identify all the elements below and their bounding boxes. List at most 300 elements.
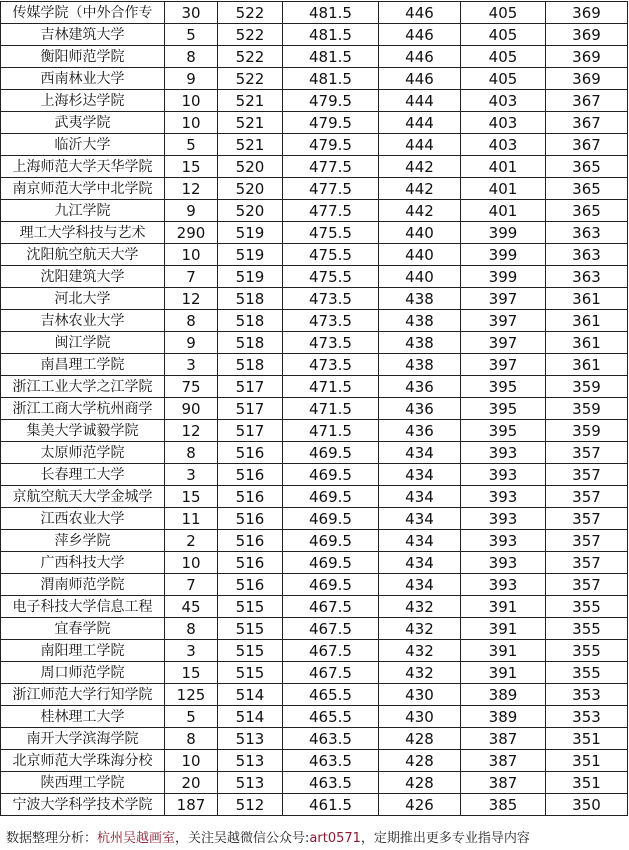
score-cell: 353 [546, 706, 628, 728]
score-cell: 442 [379, 178, 461, 200]
score-cell: 5 [165, 24, 218, 46]
school-name-cell: 武夷学院 [1, 112, 165, 134]
score-cell: 125 [165, 684, 218, 706]
score-cell: 432 [379, 596, 461, 618]
score-cell: 469.5 [283, 464, 379, 486]
table-row [1, 398, 628, 420]
score-cell: 10 [165, 244, 218, 266]
score-cell: 477.5 [283, 178, 379, 200]
score-cell: 522 [218, 46, 283, 68]
score-cell: 473.5 [283, 354, 379, 376]
score-table-body [1, 2, 628, 816]
school-name-cell: 理工大学科技与艺术 [1, 222, 165, 244]
score-cell: 520 [218, 156, 283, 178]
score-cell: 469.5 [283, 552, 379, 574]
school-name-cell: 河北大学 [1, 288, 165, 310]
score-cell: 512 [218, 794, 283, 816]
score-cell: 467.5 [283, 596, 379, 618]
school-name-cell: 闽江学院 [1, 332, 165, 354]
score-cell: 8 [165, 442, 218, 464]
score-cell: 444 [379, 90, 461, 112]
score-cell: 15 [165, 662, 218, 684]
score-cell: 387 [461, 772, 546, 794]
score-cell: 12 [165, 178, 218, 200]
score-cell: 3 [165, 464, 218, 486]
score-cell: 475.5 [283, 244, 379, 266]
score-cell: 363 [546, 266, 628, 288]
school-name-cell: 集美大学诚毅学院 [1, 420, 165, 442]
score-cell: 393 [461, 464, 546, 486]
score-cell: 403 [461, 90, 546, 112]
school-name-cell: 传媒学院（中外合作专 [1, 2, 165, 24]
school-name-cell: 上海师范大学天华学院 [1, 156, 165, 178]
score-cell: 365 [546, 200, 628, 222]
table-row [1, 552, 628, 574]
score-cell: 440 [379, 222, 461, 244]
school-name-cell: 周口师范学院 [1, 662, 165, 684]
score-cell: 475.5 [283, 222, 379, 244]
score-cell: 8 [165, 728, 218, 750]
score-cell: 389 [461, 706, 546, 728]
score-cell: 473.5 [283, 288, 379, 310]
score-cell: 463.5 [283, 772, 379, 794]
score-cell: 513 [218, 772, 283, 794]
score-cell: 369 [546, 46, 628, 68]
score-cell: 11 [165, 508, 218, 530]
score-cell: 90 [165, 398, 218, 420]
score-cell: 355 [546, 662, 628, 684]
score-cell: 8 [165, 618, 218, 640]
score-cell: 75 [165, 376, 218, 398]
table-row [1, 200, 628, 222]
table-row [1, 332, 628, 354]
score-cell: 351 [546, 750, 628, 772]
footer-suffix: ，定期推出更多专业指导内容 [360, 831, 530, 846]
score-cell: 405 [461, 46, 546, 68]
score-cell: 469.5 [283, 508, 379, 530]
table-row [1, 90, 628, 112]
table-row [1, 222, 628, 244]
score-cell: 518 [218, 332, 283, 354]
score-cell: 355 [546, 596, 628, 618]
score-cell: 475.5 [283, 266, 379, 288]
score-cell: 442 [379, 156, 461, 178]
school-name-cell: 陕西理工学院 [1, 772, 165, 794]
school-name-cell: 九江学院 [1, 200, 165, 222]
score-cell: 10 [165, 112, 218, 134]
score-cell: 5 [165, 706, 218, 728]
score-cell: 9 [165, 332, 218, 354]
score-cell: 363 [546, 244, 628, 266]
score-cell: 517 [218, 376, 283, 398]
score-cell: 9 [165, 68, 218, 90]
school-name-cell: 沈阳建筑大学 [1, 266, 165, 288]
score-cell: 359 [546, 376, 628, 398]
score-cell: 391 [461, 618, 546, 640]
score-cell: 401 [461, 156, 546, 178]
score-cell: 387 [461, 728, 546, 750]
score-cell: 518 [218, 288, 283, 310]
score-cell: 463.5 [283, 750, 379, 772]
table-row [1, 684, 628, 706]
score-cell: 521 [218, 112, 283, 134]
school-name-cell: 吉林农业大学 [1, 310, 165, 332]
score-cell: 359 [546, 420, 628, 442]
school-name-cell: 浙江工商大学杭州商学 [1, 398, 165, 420]
school-name-cell: 宜春学院 [1, 618, 165, 640]
score-cell: 403 [461, 112, 546, 134]
table-row [1, 112, 628, 134]
score-cell: 514 [218, 684, 283, 706]
table-row [1, 266, 628, 288]
score-cell: 405 [461, 24, 546, 46]
school-name-cell: 临沂大学 [1, 134, 165, 156]
score-cell: 471.5 [283, 398, 379, 420]
school-name-cell: 太原师范学院 [1, 442, 165, 464]
score-cell: 446 [379, 2, 461, 24]
school-name-cell: 长春理工大学 [1, 464, 165, 486]
score-cell: 517 [218, 420, 283, 442]
score-cell: 438 [379, 354, 461, 376]
score-cell: 436 [379, 376, 461, 398]
footer-middle: ，关注吴越微信公众号: [175, 831, 310, 846]
score-cell: 399 [461, 266, 546, 288]
score-cell: 432 [379, 618, 461, 640]
school-name-cell: 吉林建筑大学 [1, 24, 165, 46]
score-cell: 432 [379, 640, 461, 662]
score-cell: 405 [461, 2, 546, 24]
score-cell: 397 [461, 332, 546, 354]
score-cell: 446 [379, 46, 461, 68]
table-row [1, 464, 628, 486]
score-cell: 290 [165, 222, 218, 244]
score-cell: 521 [218, 90, 283, 112]
school-name-cell: 沈阳航空航天大学 [1, 244, 165, 266]
score-cell: 3 [165, 354, 218, 376]
score-cell: 10 [165, 750, 218, 772]
score-cell: 515 [218, 662, 283, 684]
score-cell: 477.5 [283, 156, 379, 178]
score-cell: 399 [461, 222, 546, 244]
score-cell: 357 [546, 530, 628, 552]
score-cell: 432 [379, 662, 461, 684]
score-cell: 479.5 [283, 134, 379, 156]
score-cell: 446 [379, 68, 461, 90]
score-cell: 513 [218, 728, 283, 750]
score-cell: 363 [546, 222, 628, 244]
score-cell: 520 [218, 178, 283, 200]
score-cell: 438 [379, 310, 461, 332]
score-cell: 434 [379, 530, 461, 552]
table-row [1, 706, 628, 728]
score-cell: 361 [546, 332, 628, 354]
score-cell: 469.5 [283, 442, 379, 464]
score-cell: 444 [379, 112, 461, 134]
score-cell: 438 [379, 332, 461, 354]
score-cell: 367 [546, 112, 628, 134]
score-cell: 469.5 [283, 574, 379, 596]
score-cell: 438 [379, 288, 461, 310]
footer-account: art0571 [309, 831, 361, 846]
score-cell: 357 [546, 464, 628, 486]
table-row [1, 596, 628, 618]
score-cell: 426 [379, 794, 461, 816]
score-cell: 446 [379, 24, 461, 46]
score-cell: 444 [379, 134, 461, 156]
school-name-cell: 南开大学滨海学院 [1, 728, 165, 750]
score-cell: 479.5 [283, 112, 379, 134]
score-cell: 393 [461, 486, 546, 508]
school-name-cell: 南昌理工学院 [1, 354, 165, 376]
score-cell: 481.5 [283, 2, 379, 24]
score-cell: 15 [165, 486, 218, 508]
score-cell: 471.5 [283, 376, 379, 398]
score-cell: 436 [379, 398, 461, 420]
score-cell: 361 [546, 310, 628, 332]
score-cell: 393 [461, 508, 546, 530]
score-cell: 522 [218, 24, 283, 46]
school-name-cell: 浙江工业大学之江学院 [1, 376, 165, 398]
table-row [1, 24, 628, 46]
score-cell: 516 [218, 530, 283, 552]
school-name-cell: 江西农业大学 [1, 508, 165, 530]
score-cell: 428 [379, 728, 461, 750]
score-cell: 2 [165, 530, 218, 552]
score-cell: 399 [461, 244, 546, 266]
score-cell: 516 [218, 442, 283, 464]
score-cell: 15 [165, 156, 218, 178]
score-cell: 473.5 [283, 310, 379, 332]
table-row [1, 728, 628, 750]
score-cell: 369 [546, 24, 628, 46]
score-cell: 357 [546, 508, 628, 530]
score-cell: 393 [461, 530, 546, 552]
table-row [1, 486, 628, 508]
score-cell: 393 [461, 552, 546, 574]
table-row [1, 772, 628, 794]
score-cell: 395 [461, 420, 546, 442]
score-cell: 45 [165, 596, 218, 618]
score-cell: 10 [165, 552, 218, 574]
score-cell: 515 [218, 640, 283, 662]
school-name-cell: 京航空航天大学金城学 [1, 486, 165, 508]
score-cell: 391 [461, 662, 546, 684]
score-cell: 359 [546, 398, 628, 420]
score-cell: 367 [546, 90, 628, 112]
table-row [1, 420, 628, 442]
score-cell: 430 [379, 684, 461, 706]
school-name-cell: 浙江师范大学行知学院 [1, 684, 165, 706]
score-cell: 481.5 [283, 24, 379, 46]
school-name-cell: 南京师范大学中北学院 [1, 178, 165, 200]
score-cell: 351 [546, 728, 628, 750]
score-cell: 361 [546, 354, 628, 376]
table-row [1, 2, 628, 24]
score-cell: 365 [546, 178, 628, 200]
score-cell: 8 [165, 310, 218, 332]
score-cell: 434 [379, 574, 461, 596]
table-row [1, 662, 628, 684]
score-cell: 434 [379, 442, 461, 464]
table-row [1, 442, 628, 464]
score-cell: 7 [165, 266, 218, 288]
score-cell: 434 [379, 508, 461, 530]
score-cell: 517 [218, 398, 283, 420]
school-name-cell: 南阳理工学院 [1, 640, 165, 662]
school-name-cell: 广西科技大学 [1, 552, 165, 574]
school-name-cell: 萍乡学院 [1, 530, 165, 552]
score-cell: 516 [218, 552, 283, 574]
score-cell: 401 [461, 200, 546, 222]
table-row [1, 178, 628, 200]
score-cell: 353 [546, 684, 628, 706]
score-cell: 440 [379, 266, 461, 288]
score-cell: 30 [165, 2, 218, 24]
score-cell: 467.5 [283, 618, 379, 640]
school-name-cell: 上海杉达学院 [1, 90, 165, 112]
school-name-cell: 宁波大学科学技术学院 [1, 794, 165, 816]
score-cell: 440 [379, 244, 461, 266]
score-cell: 355 [546, 640, 628, 662]
table-row [1, 794, 628, 816]
score-cell: 8 [165, 46, 218, 68]
score-cell: 463.5 [283, 728, 379, 750]
score-cell: 428 [379, 772, 461, 794]
score-cell: 516 [218, 574, 283, 596]
score-cell: 465.5 [283, 684, 379, 706]
footer-prefix: 数据整理分析： [6, 831, 98, 846]
score-cell: 357 [546, 574, 628, 596]
score-cell: 461.5 [283, 794, 379, 816]
table-row [1, 244, 628, 266]
school-name-cell: 衡阳师范学院 [1, 46, 165, 68]
score-cell: 397 [461, 310, 546, 332]
score-cell: 361 [546, 288, 628, 310]
table-row [1, 376, 628, 398]
score-cell: 520 [218, 200, 283, 222]
score-cell: 355 [546, 618, 628, 640]
score-cell: 369 [546, 2, 628, 24]
score-cell: 403 [461, 134, 546, 156]
score-cell: 522 [218, 68, 283, 90]
table-row [1, 46, 628, 68]
score-cell: 5 [165, 134, 218, 156]
score-cell: 9 [165, 200, 218, 222]
score-cell: 477.5 [283, 200, 379, 222]
score-cell: 467.5 [283, 662, 379, 684]
score-cell: 12 [165, 288, 218, 310]
score-cell: 467.5 [283, 640, 379, 662]
score-cell: 521 [218, 134, 283, 156]
score-cell: 395 [461, 398, 546, 420]
school-name-cell: 西南林业大学 [1, 68, 165, 90]
score-cell: 7 [165, 574, 218, 596]
score-cell: 365 [546, 156, 628, 178]
score-cell: 357 [546, 442, 628, 464]
score-cell: 187 [165, 794, 218, 816]
score-cell: 473.5 [283, 332, 379, 354]
school-name-cell: 北京师范大学珠海分校 [1, 750, 165, 772]
score-cell: 481.5 [283, 46, 379, 68]
score-cell: 367 [546, 134, 628, 156]
score-cell: 436 [379, 420, 461, 442]
table-row [1, 618, 628, 640]
score-cell: 430 [379, 706, 461, 728]
score-cell: 519 [218, 222, 283, 244]
table-row [1, 68, 628, 90]
table-row [1, 310, 628, 332]
school-name-cell: 电子科技大学信息工程 [1, 596, 165, 618]
table-row [1, 640, 628, 662]
table-row [1, 134, 628, 156]
school-name-cell: 桂林理工大学 [1, 706, 165, 728]
score-cell: 471.5 [283, 420, 379, 442]
table-row [1, 354, 628, 376]
score-cell: 369 [546, 68, 628, 90]
score-cell: 10 [165, 90, 218, 112]
score-cell: 434 [379, 552, 461, 574]
score-cell: 397 [461, 354, 546, 376]
score-cell: 518 [218, 310, 283, 332]
score-cell: 518 [218, 354, 283, 376]
score-cell: 389 [461, 684, 546, 706]
score-cell: 516 [218, 508, 283, 530]
score-cell: 401 [461, 178, 546, 200]
score-cell: 357 [546, 552, 628, 574]
footer-studio-name: 杭州吴越画室 [97, 831, 176, 846]
score-cell: 434 [379, 464, 461, 486]
score-cell: 442 [379, 200, 461, 222]
score-cell: 522 [218, 2, 283, 24]
score-cell: 515 [218, 596, 283, 618]
score-cell: 393 [461, 442, 546, 464]
score-cell: 515 [218, 618, 283, 640]
score-cell: 350 [546, 794, 628, 816]
table-row [1, 574, 628, 596]
score-cell: 395 [461, 376, 546, 398]
score-cell: 516 [218, 464, 283, 486]
score-cell: 20 [165, 772, 218, 794]
score-table [0, 1, 628, 816]
score-cell: 428 [379, 750, 461, 772]
score-cell: 397 [461, 288, 546, 310]
score-cell: 519 [218, 266, 283, 288]
table-row [1, 750, 628, 772]
score-cell: 393 [461, 574, 546, 596]
table-row [1, 530, 628, 552]
score-cell: 514 [218, 706, 283, 728]
table-row [1, 156, 628, 178]
score-cell: 385 [461, 794, 546, 816]
score-cell: 387 [461, 750, 546, 772]
footer-note [6, 827, 530, 846]
score-cell: 516 [218, 486, 283, 508]
score-cell: 351 [546, 772, 628, 794]
score-cell: 513 [218, 750, 283, 772]
score-cell: 12 [165, 420, 218, 442]
score-cell: 469.5 [283, 530, 379, 552]
score-cell: 3 [165, 640, 218, 662]
table-row [1, 508, 628, 530]
score-cell: 391 [461, 596, 546, 618]
score-cell: 519 [218, 244, 283, 266]
score-cell: 481.5 [283, 68, 379, 90]
score-cell: 479.5 [283, 90, 379, 112]
score-cell: 405 [461, 68, 546, 90]
table-row [1, 288, 628, 310]
score-cell: 434 [379, 486, 461, 508]
score-cell: 469.5 [283, 486, 379, 508]
